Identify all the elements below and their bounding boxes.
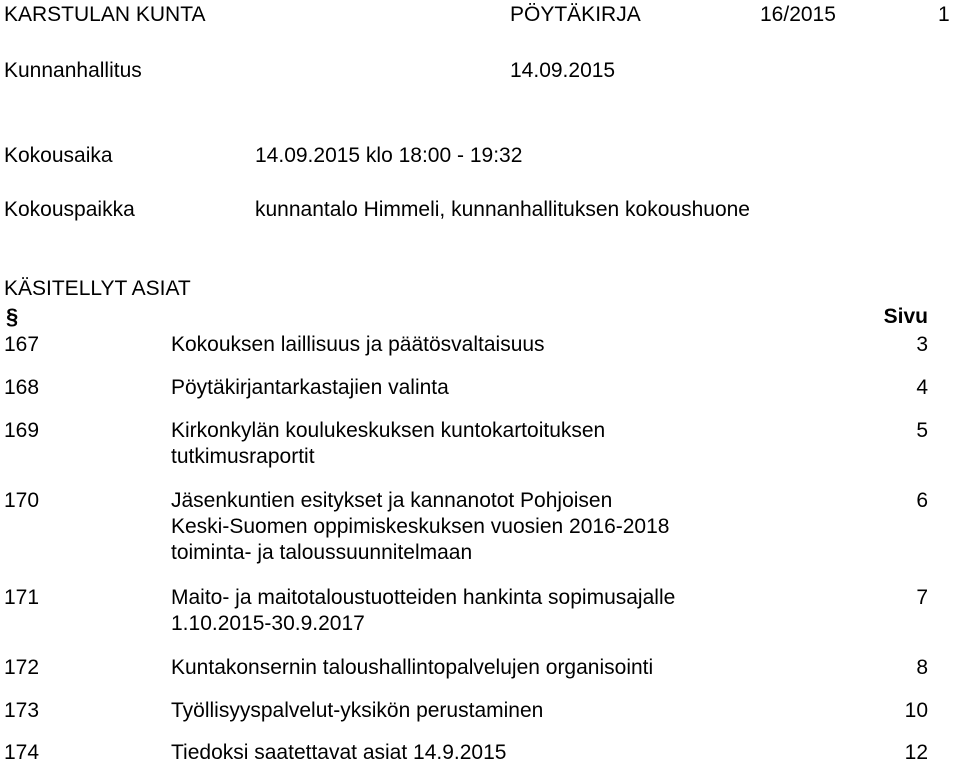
- agenda-item-title: Kuntakonsernin taloushallintopalvelujen organisointi: [171, 656, 654, 679]
- agenda-item-page: 5: [916, 419, 928, 442]
- agenda-item-number: 172: [4, 656, 40, 679]
- agenda-item-number: 169: [4, 419, 40, 442]
- agenda-item-title: Kirkonkylän koulukeskuksen kuntokartoituksen tutkimusraportit: [171, 419, 606, 468]
- meeting-place-value: kunnantalo Himmeli, kunnanhallituksen kokoushuone: [255, 198, 750, 221]
- agenda-item-title: Työllisyyspalvelut-yksikön perustaminen: [171, 699, 544, 722]
- agenda-item-title: Kokouksen laillisuus ja päätösvaltaisuus: [171, 333, 545, 356]
- agenda-item-page: 8: [916, 656, 928, 679]
- agenda-item-title: Pöytäkirjantarkastajien valinta: [171, 376, 449, 399]
- meeting-time-value: 14.09.2015 klo 18:00 - 19:32: [255, 144, 523, 167]
- agenda-item-page: 3: [916, 333, 928, 356]
- agenda-item-number: 171: [4, 586, 40, 609]
- agenda-item-number: 167: [4, 333, 40, 356]
- meeting-place-label: Kokouspaikka: [4, 198, 135, 221]
- agenda-item-number: 174: [4, 741, 40, 764]
- page-number: 1: [938, 3, 950, 26]
- agenda-item-title: Tiedoksi saatettavat asiat 14.9.2015: [171, 741, 507, 764]
- agenda-item-page: 6: [916, 489, 928, 512]
- page-column-label: Sivu: [883, 305, 928, 328]
- agenda-item-number: 173: [4, 699, 40, 722]
- agenda-heading: KÄSITELLYT ASIAT: [4, 277, 191, 300]
- agenda-item-title: Maito- ja maitotaloustuotteiden hankinta sopimusajalle 1.10.2015-30.9.2017: [171, 586, 676, 635]
- governing-body: Kunnanhallitus: [4, 59, 142, 82]
- agenda-item-number: 170: [4, 489, 40, 512]
- agenda-item-page: 4: [916, 376, 928, 399]
- meeting-date: 14.09.2015: [510, 59, 616, 82]
- agenda-item-title: Jäsenkuntien esitykset ja kannanotot Pohjoisen Keski-Suomen oppimiskeskuksen vuosien 2016-2018 toiminta- ja taloussuunnitelmaan: [171, 489, 670, 564]
- document-type: PÖYTÄKIRJA: [510, 3, 641, 26]
- meeting-time-label: Kokousaika: [4, 144, 113, 167]
- document-number: 16/2015: [760, 3, 836, 26]
- agenda-item-page: 12: [904, 741, 928, 764]
- agenda-item-page: 7: [916, 586, 928, 609]
- agenda-item-number: 168: [4, 376, 40, 399]
- agenda-item-page: 10: [904, 699, 928, 722]
- organization-name: KARSTULAN KUNTA: [4, 3, 206, 26]
- section-sign-icon: §: [6, 304, 19, 329]
